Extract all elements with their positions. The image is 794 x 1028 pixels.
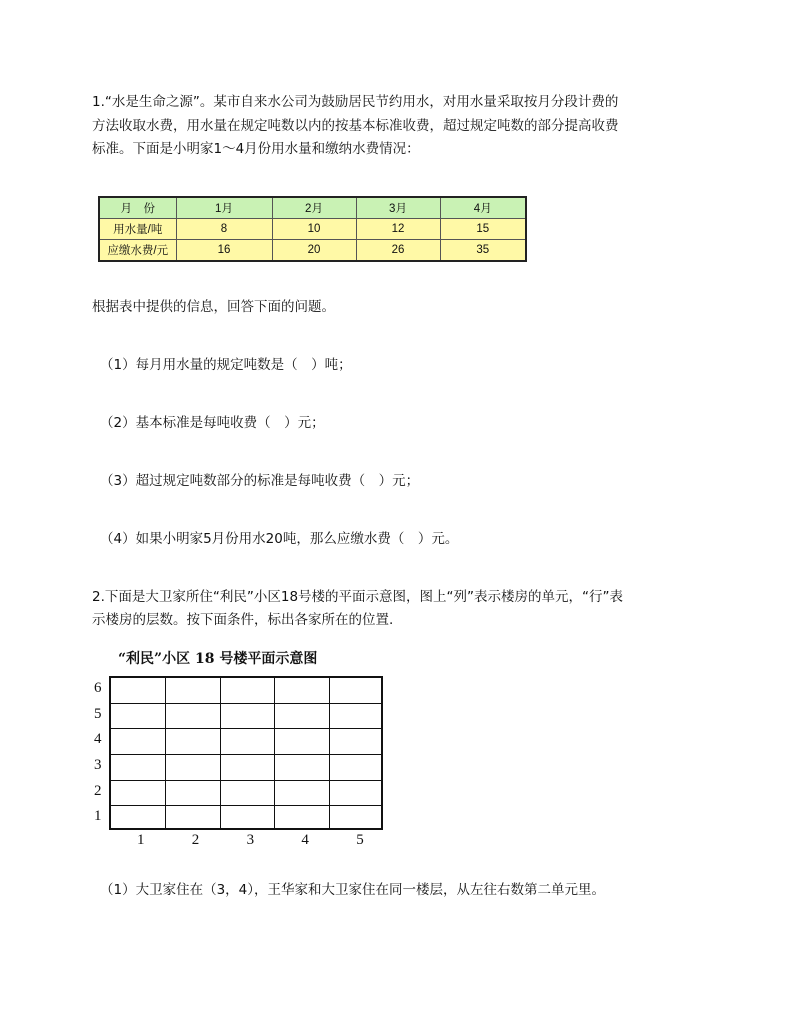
water-fee-table (98, 196, 527, 262)
grid-row-line (111, 805, 381, 806)
table-header-cell: 月 份 (99, 197, 176, 219)
row-label: 4 (94, 731, 102, 748)
q1-question-3: （3）超过规定吨数部分的标准是每吨收费（ ）元； (100, 473, 420, 489)
grid-row-line (111, 754, 381, 755)
column-label: 1 (137, 832, 145, 848)
q1-intro-line3: 标准。下面是小明家1～4月份用水量和缴纳水费情况： (92, 141, 420, 157)
table-cell: 12 (356, 219, 440, 240)
table-cell: 15 (440, 219, 526, 240)
column-label: 4 (301, 832, 309, 848)
table-header-cell: 1月 (176, 197, 272, 219)
q1-intro-line1: 1.“水是生命之源”。某市自来水公司为鼓励居民节约用水，对用水量采取按月分段计费的 (92, 94, 619, 110)
column-label: 3 (246, 832, 255, 848)
row-label: 5 (94, 705, 102, 722)
grid-row-line (111, 780, 381, 781)
table-cell: 用水量/吨 (99, 219, 176, 240)
q2-sub-question-1: （1）大卫家住在（3，4），王华家和大卫家住在同一楼层，从左往右数第二单元里。 (100, 882, 606, 898)
row-label: 1 (94, 808, 102, 825)
table-cell: 16 (176, 240, 272, 262)
column-label: 5 (356, 832, 364, 848)
table-header-cell: 4月 (440, 197, 526, 219)
table-cell: 10 (272, 219, 356, 240)
table-header-cell: 3月 (356, 197, 440, 219)
q1-question-1: （1）每月用水量的规定吨数是（ ）吨； (100, 357, 352, 373)
table-cell: 20 (272, 240, 356, 262)
row-label: 2 (94, 782, 102, 799)
column-label: 2 (191, 832, 200, 848)
q2-intro-line1: 2.下面是大卫家所住“利民”小区18号楼的平面示意图，图上“列”表示楼房的单元，“行”表 (92, 589, 624, 605)
row-label: 6 (94, 679, 102, 696)
floor-plan-grid (109, 676, 383, 830)
q1-question-2: （2）基本标准是每吨收费（ ）元； (100, 415, 325, 431)
row-label: 3 (94, 756, 102, 773)
table-row (99, 240, 526, 262)
table-header-row (99, 197, 526, 219)
table-row (99, 219, 526, 240)
table-cell: 应缴水费/元 (99, 240, 176, 262)
grid-row-line (111, 728, 381, 729)
q2-intro-line2: 示楼房的层数。按下面条件，标出各家所在的位置. (92, 612, 394, 628)
floor-plan-title: “利民”小区 18 号楼平面示意图 (118, 651, 318, 667)
q1-question-4: （4）如果小明家5月份用水20吨，那么应缴水费（ ）元。 (100, 531, 459, 547)
grid-row-line (111, 703, 381, 704)
table-cell: 26 (356, 240, 440, 262)
table-cell: 35 (440, 240, 526, 262)
q1-instruction: 根据表中提供的信息，回答下面的问题。 (92, 299, 335, 315)
table-header-cell: 2月 (272, 197, 356, 219)
table-cell: 8 (176, 219, 272, 240)
q1-intro-line2: 方法收取水费，用水量在规定吨数以内的按基本标准收费，超过规定吨数的部分提高收费 (92, 118, 619, 134)
